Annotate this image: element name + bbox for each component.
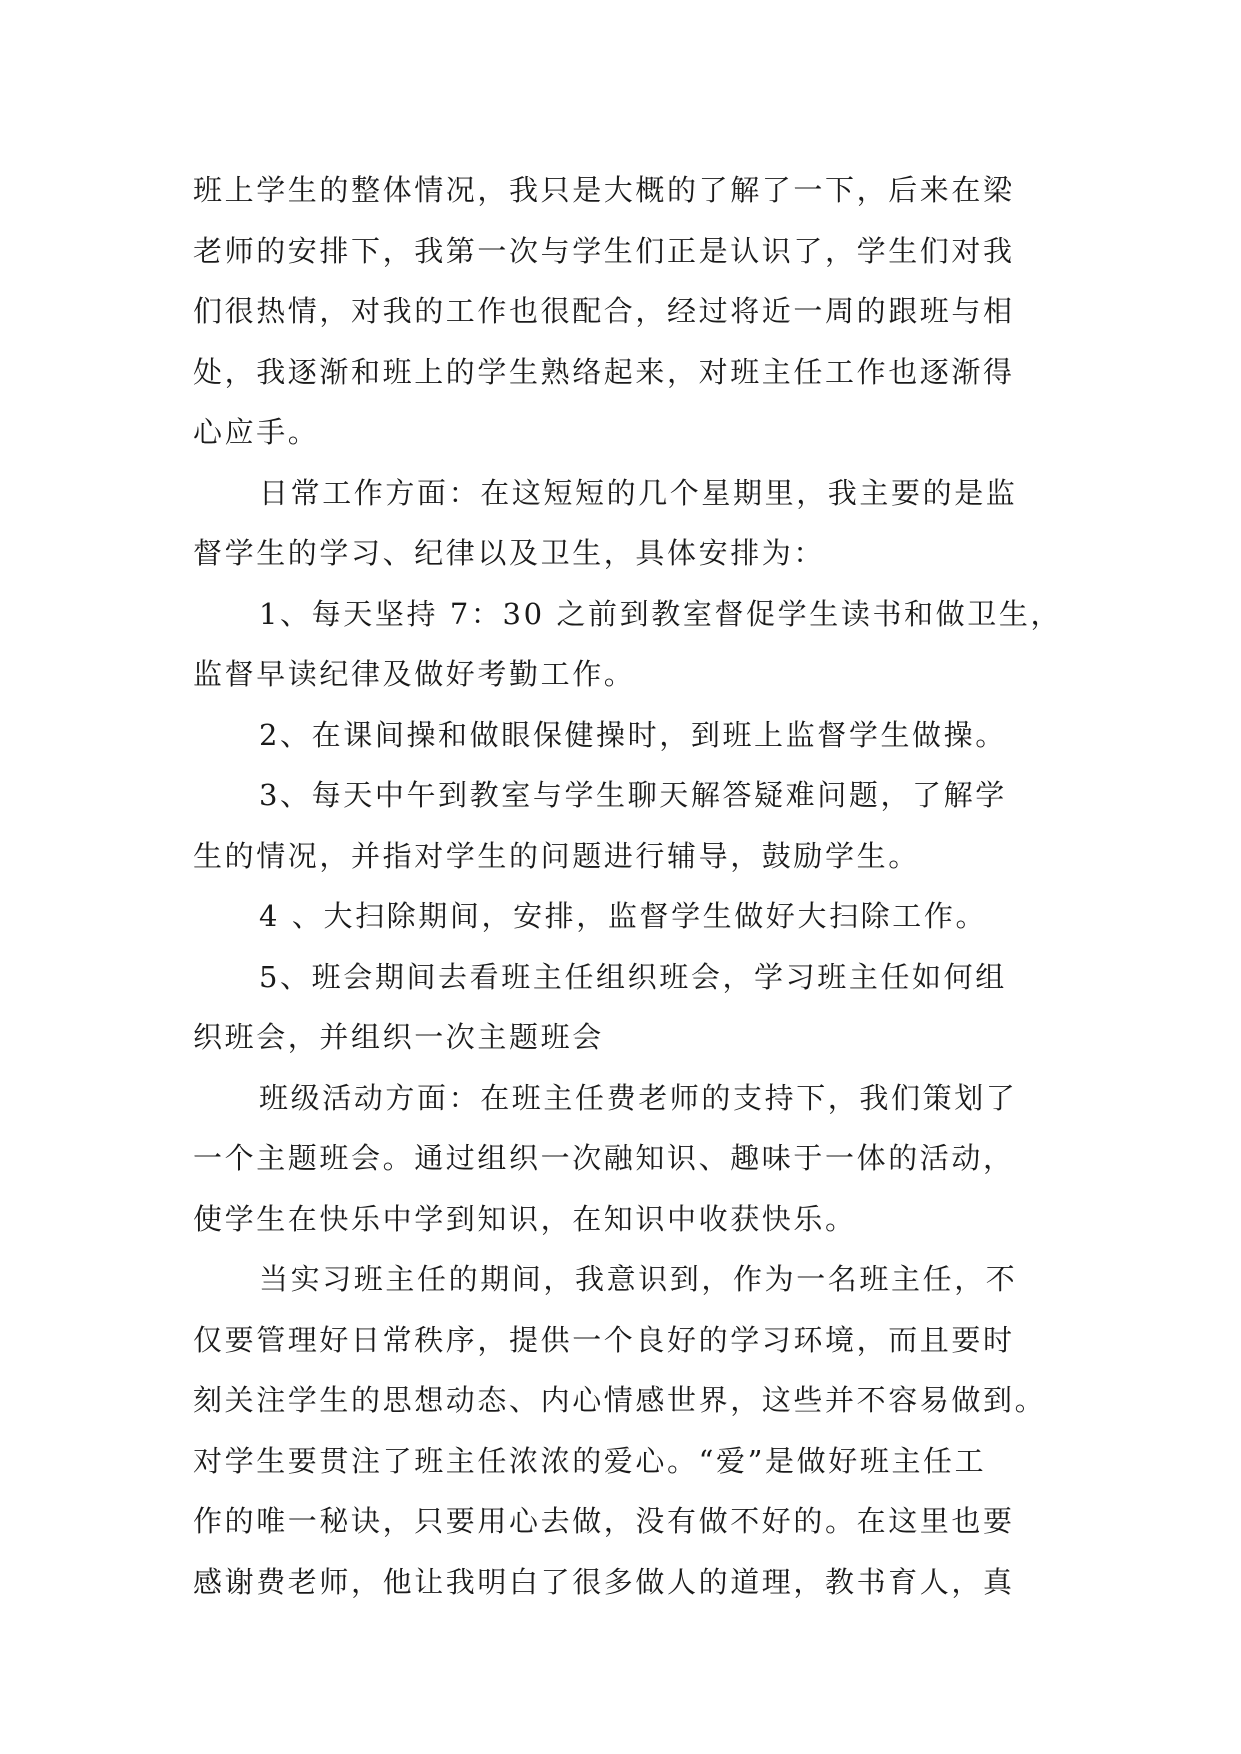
list-item-2: 2、在课间操和做眼保健操时，到班上监督学生做操。 bbox=[259, 717, 1007, 752]
paragraph-first-line: 日常工作方面：在这短短的几个星期里，我主要的是监 bbox=[259, 475, 1018, 510]
text-line: 感谢费老师，他让我明白了很多做人的道理，教书育人，真 bbox=[193, 1564, 1015, 1599]
text-line: 作的唯一秘诀，只要用心去做，没有做不好的。在这里也要 bbox=[193, 1504, 1015, 1538]
text-line: 生的情况，并指对学生的问题进行辅导，鼓励学生。 bbox=[193, 838, 920, 873]
text-line: 处，我逐渐和班上的学生熟络起来，对班主任工作也逐渐得 bbox=[193, 354, 1015, 389]
text-line: 心应手。 bbox=[193, 415, 320, 449]
text-line: 班上学生的整体情况，我只是大概的了解了一下，后来在梁 bbox=[193, 173, 1015, 207]
text-line: 监督早读纪律及做好考勤工作。 bbox=[193, 657, 636, 691]
paragraph-first-line: 当实习班主任的期间，我意识到，作为一名班主任，不 bbox=[259, 1262, 1018, 1296]
list-item-1: 1、每天坚持 7：30 之前到教室督促学生读书和做卫生， bbox=[259, 596, 1063, 631]
list-item-5: 5、班会期间去看班主任组织班会，学习班主任如何组 bbox=[259, 959, 1007, 994]
text-line: 使学生在快乐中学到知识，在知识中收获快乐。 bbox=[193, 1201, 857, 1236]
text-line: 督学生的学习、纪律以及卫生，具体安排为： bbox=[193, 536, 826, 570]
text-line: 仅要管理好日常秩序，提供一个良好的学习环境，而且要时 bbox=[193, 1322, 1015, 1357]
text-line: 一个主题班会。通过组织一次融知识、趣味于一体的活动， bbox=[193, 1141, 1015, 1175]
body-text bbox=[193, 160, 1063, 1612]
list-item-3: 3、每天中午到教室与学生聊天解答疑难问题，了解学 bbox=[259, 778, 1007, 812]
paragraph-first-line: 班级活动方面：在班主任费老师的支持下，我们策划了 bbox=[259, 1080, 1018, 1115]
text-line: 对学生要贯注了班主任浓浓的爱心。“爱”是做好班主任工 bbox=[193, 1443, 987, 1478]
text-line: 刻关注学生的思想动态、内心情感世界，这些并不容易做到。 bbox=[193, 1383, 1047, 1417]
text-line: 们很热情，对我的工作也很配合，经过将近一周的跟班与相 bbox=[193, 294, 1015, 328]
text-line: 织班会，并组织一次主题班会 bbox=[193, 1020, 604, 1054]
list-item-4: 4 、大扫除期间，安排，监督学生做好大扫除工作。 bbox=[259, 899, 988, 933]
text-line: 老师的安排下，我第一次与学生们正是认识了，学生们对我 bbox=[193, 233, 1015, 268]
